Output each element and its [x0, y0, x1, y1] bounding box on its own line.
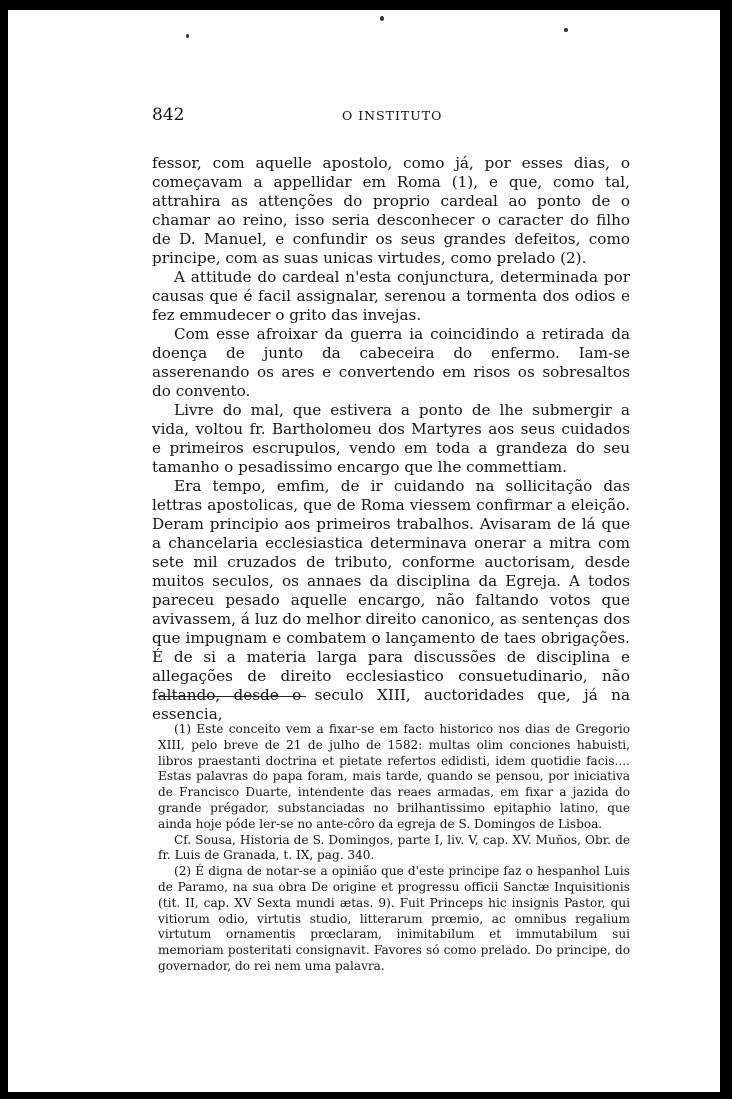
footnote: (2) É digna de notar-se a opinião que d'este principe faz o hespanhol Luis de Paramo, na sua obra De origine et progressu officii Sanctæ Inquisitionis (tit. II, cap. XV Sexta mundi ætas. 9). Fuit Princeps hic insignis Pastor, qui vitiorum odio, virtutis studio, litterarum prœmio, ac omnibus regalium virtutum ornamentis prœclaram, inimitabilum et immutabilum sui memoriam posteritati consignavit. Favores só como prelado. Do principe, do governador, do rei nem uma palavra.: [158, 864, 630, 973]
paragraph: Era tempo, emfim, de ir cuidando na sollicitação das lettras apostolicas, que de Roma viessem confirmar a eleição. Deram principio aos primeiros trabalhos. Avisaram de lá que a chancelaria ecclesiastica determinava onerar a mitra com sete mil cruzados de tributo, conforme auctorisam, desde muitos seculos, os annaes da disciplina da Egreja. A todos pareceu pesado aquelle encargo, não faltando votos que avivassem, á luz do melhor direito canonico, as sentenças dos que impugnam e combatem o lançamento de taes obrigações. É de si a materia larga para discussões de disciplina e allegações de direito ecclesiastico consuetudinario, não faltando, desde o seculo XIII, auctoridades que, já na essencia,: [152, 477, 630, 723]
ink-speck: [380, 16, 384, 21]
paragraph: Com esse afroixar da guerra ia coincidindo a retirada da doença de junto da cabeceira do enfermo. Iam-se asserenando os ares e convertendo em risos os sobresaltos do convento.: [152, 325, 630, 400]
page-header: [152, 105, 630, 127]
paragraph: Livre do mal, que estivera a ponto de lhe submergir a vida, voltou fr. Bartholomeu dos Martyres aos seus cuidados e primeiros escrupulos, vendo em toda a grandeza do seu tamanho o pesadissimo encargo que lhe commettiam.: [152, 401, 630, 476]
footnotes: [158, 722, 630, 975]
footnote-divider: [158, 696, 306, 697]
main-text: [152, 154, 630, 724]
footnote: (1) Este conceito vem a fixar-se em facto historico nos dias de Gregorio XIII, pelo breve de 21 de julho de 1582: multas olim conciones habuisti, libros praestanti doctrina et pietate refertos edidisti, idem quotidie facis.... Estas palavras do papa foram, mais tarde, quando se pensou, por iniciativa de Francisco Duarte, intendente das reaes armadas, em fixar a jazida do grande prégador, substanciadas no brilhantissimo epitaphio latino, que ainda hoje póde ler-se no ante-côro da egreja de S. Domingos de Lisboa.: [158, 722, 630, 831]
page-number: 842: [152, 105, 185, 125]
ink-speck: [186, 34, 189, 38]
page-sheet: [8, 10, 720, 1092]
paragraph: A attitude do cardeal n'esta conjunctura, determinada por causas que é facil assignalar, serenou a tormenta dos odios e fez emmudecer o grito das invejas.: [152, 268, 630, 324]
running-title: O INSTITUTO: [342, 108, 443, 123]
paragraph: fessor, com aquelle apostolo, como já, por esses dias, o começavam a appellidar em Roma (1), e que, como tal, attrahira as attenções do proprio cardeal ao ponto de o chamar ao reino, isso seria desconhecer o caracter do filho de D. Manuel, e confundir os seus grandes defeitos, como principe, com as suas unicas virtudes, como prelado (2).: [152, 154, 630, 267]
ink-speck: [564, 28, 568, 32]
footnote: Cf. Sousa, Historia de S. Domingos, parte I, liv. V, cap. XV. Muños, Obr. de fr. Luis de Granada, t. IX, pag. 340.: [158, 832, 630, 863]
